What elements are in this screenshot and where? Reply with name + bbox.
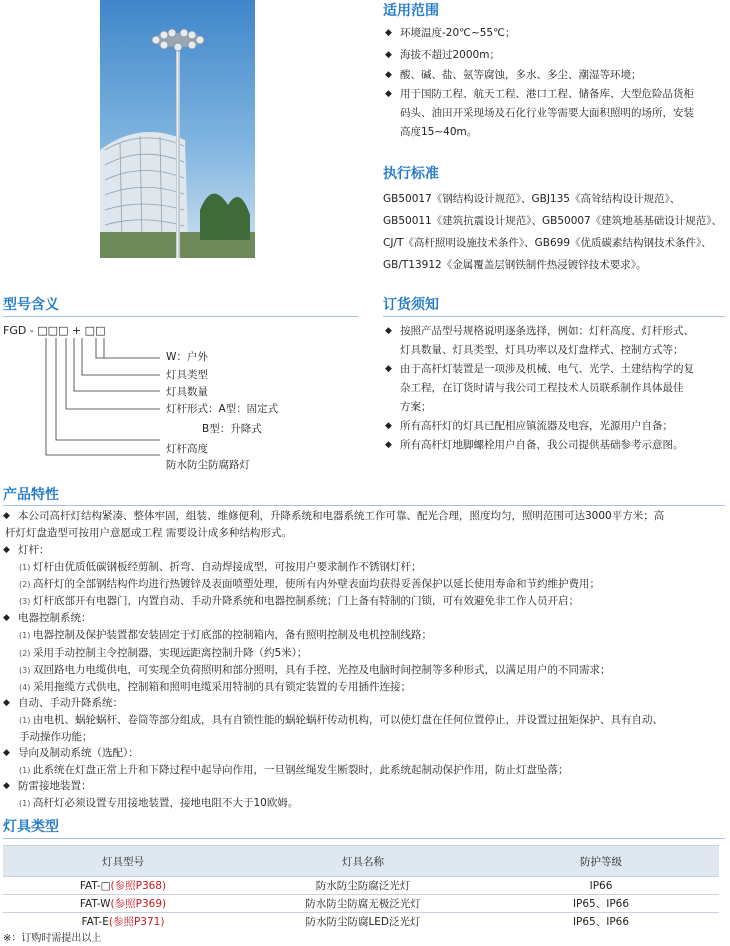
- order-item: ◆ 由于高杆灯装置是一项涉及机械、电气、光学、土建结构学的复: [400, 360, 694, 379]
- scope-item: ◆ 海拔不超过2000m；: [400, 46, 500, 65]
- feature-item-num: (4): [19, 683, 31, 692]
- feature-item-text: 高杆灯必须设置专用接地装置，接地电阻不大于10欧姆。: [33, 797, 299, 809]
- page-ref-link[interactable]: (参照P369): [110, 898, 167, 910]
- model-label-lamp-qty: 灯具数量: [166, 386, 208, 398]
- feature-item-num: (2): [19, 649, 31, 658]
- page-ref-link[interactable]: (参照P368): [110, 880, 167, 892]
- feature-item-text: 灯杆由优质低碳钢板经剪制、折弯、自动焊接成型，可按用户要求制作不锈钢灯杆；: [33, 561, 422, 573]
- scope-item-cont: 码头、油田开采现场及石化行业等需要大面积照明的场所，安装: [400, 107, 694, 119]
- cell-grade: IP66: [483, 877, 719, 895]
- cell-name: 防水防尘防腐无极泛光灯: [243, 895, 483, 913]
- table-row: [3, 895, 719, 913]
- model-label-pole-form: 灯杆形式：A型：固定式: [166, 403, 279, 415]
- feature-item-text: 采用手动控制主令控制器，实现远距离控制升降（约5米）；: [33, 647, 308, 659]
- cell-model: [3, 913, 243, 931]
- model-title-rule: [3, 316, 358, 317]
- model-label-pole-lift: B型：升降式: [202, 423, 262, 435]
- feature-heading-electric: ◆ 电器控制系统：: [18, 609, 92, 628]
- feature-item-text: 此系统在灯盘正常上升和下降过程中起导向作用，一旦钢丝绳发生断裂时，此系统起制动保护作用，防止灯盘坠落；: [33, 764, 569, 776]
- feature-item: [19, 794, 298, 813]
- page-ref-link[interactable]: (参照P371): [108, 916, 165, 928]
- order-item: ◆ 所有高杆灯的灯具已配相应镇流器及电容，光源用户自备；: [400, 417, 673, 436]
- model-label-outdoor: W：户外: [166, 351, 208, 363]
- order-item-cont: 灯具数量、灯具类型、灯具功率以及灯盘样式、控制方式等；: [400, 344, 684, 356]
- feature-item-num: (1): [19, 716, 31, 725]
- feature-item-num: (2): [19, 580, 31, 589]
- order-item-cont: 方案；: [400, 401, 432, 413]
- order-item: ◆ 所有高杆灯地脚螺栓用户自备，我公司提供基础参考示意图。: [400, 436, 684, 455]
- feature-heading-pole: ◆ 灯杆：: [18, 541, 50, 560]
- lamp-type-table: [3, 845, 719, 930]
- model-label-lamp-type: 灯具类型: [166, 369, 208, 381]
- features-title-rule: [3, 505, 725, 506]
- feature-intro-cont: 杆灯灯盘造型可按用户意愿或工程 需要设计成多种结构形式。: [5, 527, 292, 539]
- order-note: ※：订购时需提出以上: [3, 933, 102, 944]
- col-model: 灯具型号: [3, 846, 243, 877]
- feature-item-num: (3): [19, 597, 31, 606]
- feature-item: [19, 592, 579, 611]
- lamps-title-rule: [3, 838, 725, 839]
- cell-name: 防水防尘防腐LED泛光灯: [243, 913, 483, 931]
- scope-item: ◆ 酸、碱、盐、氨等腐蚀，多水、多尘、潮湿等环境；: [400, 66, 642, 85]
- feature-heading-guide: ◆ 导向及制动系统（选配）：: [18, 744, 139, 763]
- feature-item-num: (3): [19, 666, 31, 675]
- model-label-product: 防水防尘防腐路灯: [166, 459, 250, 471]
- product-photo: [100, 0, 255, 258]
- order-item: ◆ 按照产品型号规格说明逐条选择，例如：灯杆高度、灯杆形式、: [400, 322, 694, 341]
- feature-item-text: 双回路电力电缆供电，可实现全负荷照明和部分照明，具有手控、光控及电脑时间控制等多种形式，以满足用户的不同需求；: [33, 664, 611, 676]
- model-code-text: FAT-E: [81, 916, 109, 928]
- col-name: 灯具名称: [243, 846, 483, 877]
- feature-item-text: 灯杆底部开有电器门，内置自动、手动升降系统和电器控制系统；门上备有特制的门锁，可有效避免非工作人员开启；: [33, 595, 579, 607]
- lamps-title: 灯具类型: [3, 819, 59, 835]
- model-diagram-lines: [0, 330, 170, 470]
- model-title: 型号含义: [3, 297, 59, 313]
- model-label-pole-height: 灯杆高度: [166, 443, 208, 455]
- cell-name: 防水防尘防腐泛光灯: [243, 877, 483, 895]
- standard-line: GB/T13912《金属覆盖层钢铁制件热浸镀锌技术要求》。: [383, 259, 647, 271]
- cell-grade: IP65、IP66: [483, 913, 719, 931]
- standard-line: GB50011《建筑抗震设计规范》、GB50007《建筑地基基础设计规范》、: [383, 215, 722, 227]
- feature-item-num: (1): [19, 563, 31, 572]
- feature-item-num: (1): [19, 766, 31, 775]
- feature-heading-ground: ◆ 防雷接地装置：: [18, 777, 92, 796]
- cell-grade: IP65、IP66: [483, 895, 719, 913]
- feature-item-cont: 手动操作功能；: [19, 731, 93, 743]
- standard-line: CJ/T《高杆照明设施技术条件》、GB699《优质碳素结构钢技术条件》、: [383, 237, 712, 249]
- order-title: 订货须知: [383, 297, 439, 313]
- scope-title: 适用范围: [383, 3, 439, 19]
- features-title: 产品特性: [3, 487, 59, 503]
- scope-item: ◆ 环境温度-20℃~55℃；: [400, 24, 515, 43]
- order-item-cont: 杂工程，在订货时请与我公司工程技术人员联系制作具体最佳: [400, 382, 684, 394]
- feature-item: [19, 761, 569, 780]
- feature-intro: ◆ 本公司高杆灯结构紧凑、整体牢固，组装、维修便利，升降系统和电器系统工作可靠、配光合理，照度均匀，照明范围可达3000平方米；高: [18, 507, 664, 526]
- feature-item-text: 电器控制及保护装置都安装固定于灯底部的控制箱内，备有照明控制及电机控制线路；: [33, 629, 432, 641]
- table-header-row: [3, 846, 719, 877]
- cell-model: [3, 877, 243, 895]
- table-row: [3, 913, 719, 931]
- feature-item-num: (1): [19, 799, 31, 808]
- model-code: FGD - □□□ + □□: [3, 324, 106, 337]
- order-title-rule: [383, 316, 725, 317]
- feature-item-text: 高杆灯的全部钢结构件均进行热镀锌及表面喷塑处理，使所有内外壁表面均获得妥善保护以延长使用寿命和节约维护费用；: [33, 578, 600, 590]
- model-code-text: FAT-W: [79, 898, 111, 910]
- feature-heading-lift: ◆ 自动、手动升降系统：: [18, 694, 123, 713]
- scope-item: ◆ 用于国防工程、航天工程、港口工程、储备库、大型危险品货柜: [400, 85, 694, 104]
- scope-item-cont: 高度15~40m。: [400, 126, 478, 138]
- standard-line: GB50017《钢结构设计规范》、GBJ135《高耸结构设计规范》、: [383, 193, 681, 205]
- model-code-text: FAT-□: [79, 880, 111, 892]
- table-row: [3, 877, 719, 895]
- feature-item: [19, 711, 663, 730]
- feature-item-text: 由电机、蜗轮蜗杆、卷筒等部分组成，具有自锁性能的蜗轮蜗杆传动机构，可以使灯盘在任何位置停止，并设置过扭矩保护、具有自动、: [33, 714, 663, 726]
- feature-item-num: (1): [19, 631, 31, 640]
- feature-item-text: 采用拖缆方式供电，控制箱和照明电缆采用特制的具有锁定装置的专用插件连接；: [33, 681, 411, 693]
- cell-model: [3, 895, 243, 913]
- feature-item: [19, 626, 432, 645]
- col-grade: 防护等级: [483, 846, 719, 877]
- standards-title: 执行标准: [383, 166, 439, 182]
